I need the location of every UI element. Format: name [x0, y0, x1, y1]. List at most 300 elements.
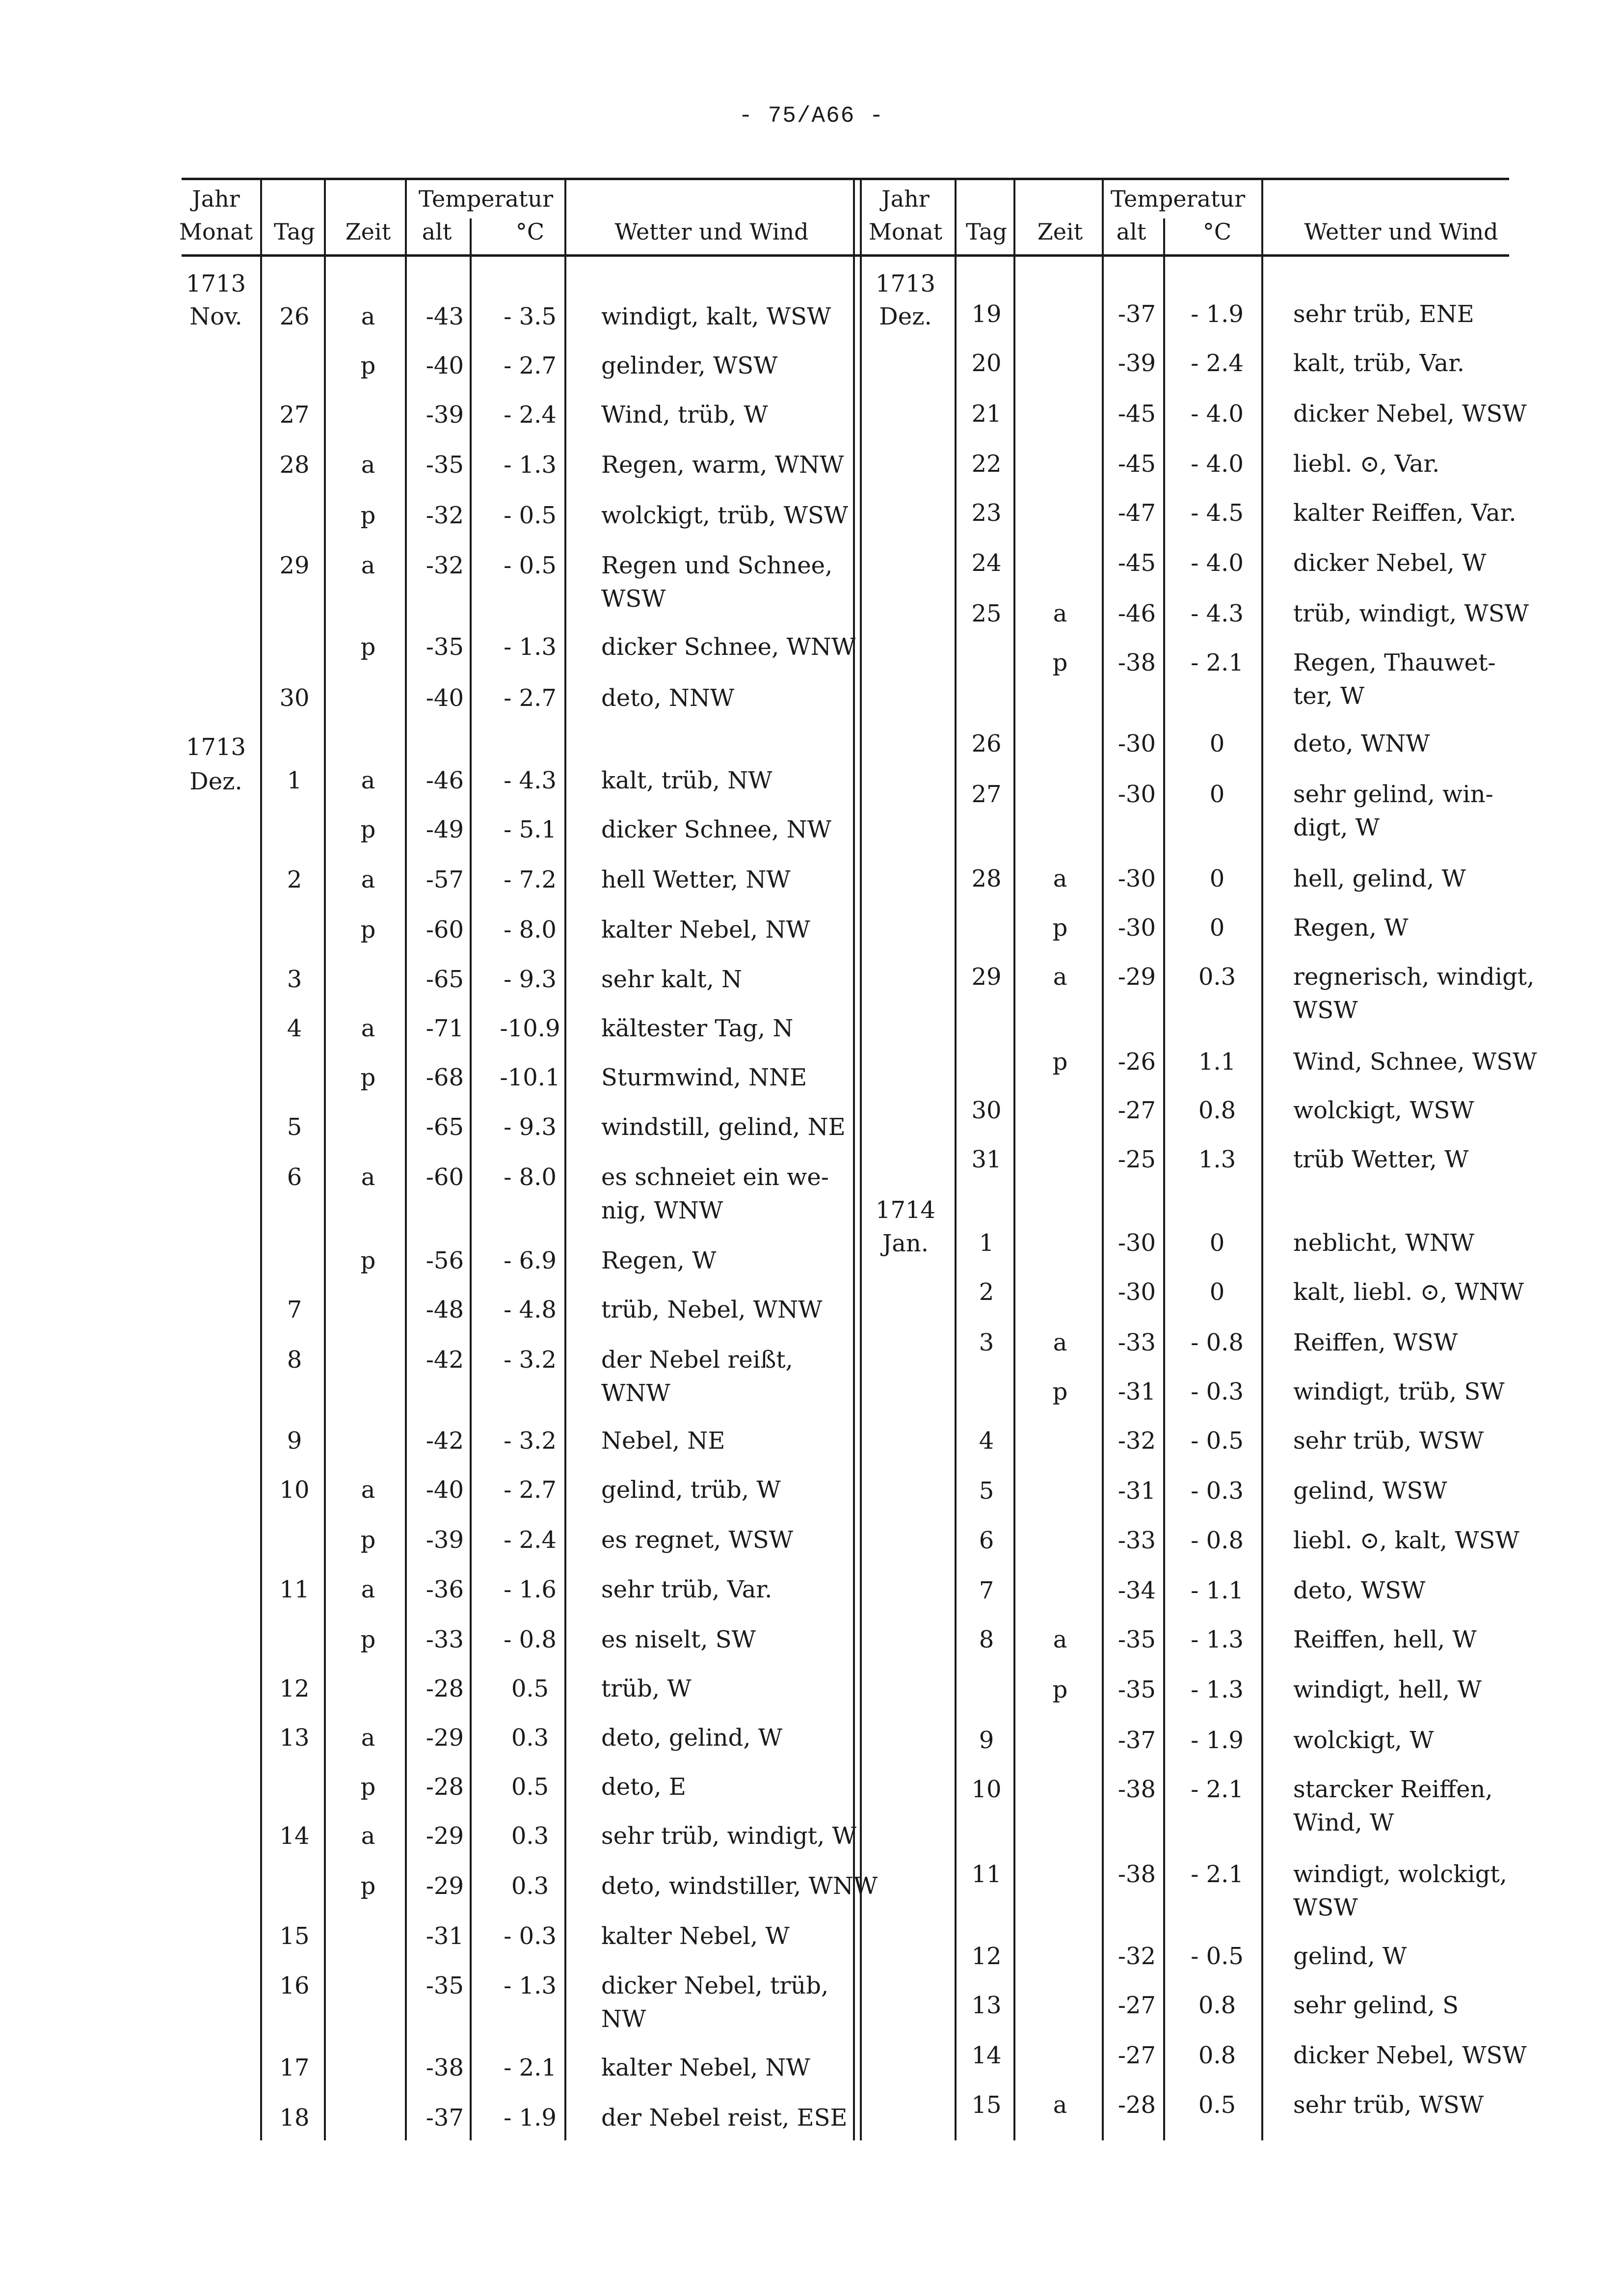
right-cell-celsius: 1.3 — [1198, 1146, 1236, 1173]
left-cell-celsius: - 3.5 — [504, 303, 557, 330]
left-cell-celsius: 0.5 — [511, 1773, 549, 1801]
right-cell-celsius: - 4.0 — [1191, 450, 1244, 478]
left-cell-zeit: a — [361, 1015, 375, 1042]
left-cell-wetter: es schneiet ein we- — [601, 1163, 829, 1191]
left-cell-alt: -60 — [426, 1163, 464, 1191]
right-cell-celsius: - 0.3 — [1191, 1378, 1244, 1405]
right-cell-celsius: 0.3 — [1198, 963, 1236, 991]
left-cell-celsius: - 1.3 — [504, 451, 557, 479]
left-cell-alt: -68 — [426, 1064, 464, 1091]
left-cell-wetter-cont: NW — [601, 2005, 646, 2033]
left-cell-wetter: wolckigt, trüb, WSW — [601, 502, 849, 529]
right-cell-tag: 30 — [971, 1097, 1002, 1124]
left-cell-alt: -36 — [426, 1576, 464, 1603]
left-cell-alt: -42 — [426, 1346, 464, 1374]
right-cell-alt: -33 — [1117, 1329, 1156, 1356]
right-cell-tag: 13 — [971, 1992, 1002, 2019]
left-cell-wetter: dicker Schnee, WNW — [601, 633, 856, 661]
right-cell-tag: 28 — [971, 865, 1002, 892]
left-cell-alt: -28 — [426, 1675, 464, 1702]
right-cell-wetter: starcker Reiffen, — [1293, 1776, 1493, 1803]
right-cell-tag: 24 — [971, 549, 1002, 577]
left-cell-alt: -40 — [426, 352, 464, 379]
left-cell-zeit: p — [360, 916, 376, 944]
right-cell-wetter: Regen, Thauwet- — [1293, 649, 1496, 676]
header-bottom-rule — [182, 254, 1509, 257]
left-cell-alt: -42 — [426, 1427, 464, 1455]
left-cell-alt: -38 — [426, 2054, 464, 2081]
right-cell-alt: -27 — [1117, 2042, 1156, 2069]
left-cell-alt: -35 — [426, 633, 464, 661]
left-cell-celsius: - 7.2 — [504, 866, 557, 893]
right-cell-alt: -29 — [1117, 963, 1156, 991]
right-cell-wetter: Wind, Schnee, WSW — [1293, 1048, 1537, 1076]
right-cell-tag: 11 — [971, 1861, 1002, 1888]
right-cell-tag: 6 — [979, 1527, 994, 1554]
left-header-tag: Tag — [274, 218, 315, 245]
left-cell-alt: -46 — [426, 767, 464, 794]
right-cell-wetter: kalter Reiffen, Var. — [1293, 499, 1517, 527]
right-period-month: Dez. — [879, 303, 932, 330]
left-cell-wetter: kalter Nebel, W — [601, 1922, 790, 1950]
right-cell-tag: 9 — [979, 1727, 994, 1754]
left-cell-wetter: deto, windstiller, WNW — [601, 1872, 878, 1900]
right-cell-alt: -35 — [1117, 1676, 1156, 1703]
left-cell-alt: -39 — [426, 1526, 464, 1554]
right-cell-zeit: p — [1052, 1048, 1068, 1076]
table-top-rule-right — [864, 178, 1509, 180]
left-cell-alt: -71 — [426, 1015, 464, 1042]
right-cell-wetter: dicker Nebel, WSW — [1293, 400, 1527, 428]
right-cell-celsius: 1.1 — [1198, 1048, 1236, 1076]
left-cell-celsius: - 1.3 — [504, 1972, 557, 1999]
left-cell-alt: -35 — [426, 451, 464, 479]
left-cell-alt: -29 — [426, 1822, 464, 1850]
table-top-rule-left — [182, 178, 864, 180]
left-period-year: 1713 — [186, 733, 246, 761]
left-cell-wetter: es regnet, WSW — [601, 1526, 794, 1554]
right-cell-alt: -30 — [1117, 914, 1156, 942]
left-cell-tag: 2 — [287, 866, 302, 893]
left-cell-celsius: - 0.5 — [504, 502, 557, 529]
left-cell-alt: -49 — [426, 816, 464, 843]
left-cell-celsius: 0.3 — [511, 1724, 549, 1752]
left-cell-wetter: kalt, trüb, NW — [601, 767, 772, 794]
right-cell-wetter-cont: WSW — [1293, 997, 1358, 1024]
right-cell-wetter: dicker Nebel, W — [1293, 549, 1487, 577]
right-cell-celsius: - 0.5 — [1191, 1943, 1244, 1970]
left-cell-wetter: sehr kalt, N — [601, 966, 743, 993]
left-cell-alt: -40 — [426, 684, 464, 712]
right-cell-tag: 19 — [971, 300, 1002, 328]
left-cell-alt: -65 — [426, 966, 464, 993]
right-rule-zeit-alt — [1102, 178, 1104, 2140]
right-cell-zeit: a — [1053, 600, 1067, 627]
left-cell-tag: 8 — [287, 1346, 302, 1374]
right-cell-celsius: 0.8 — [1198, 2042, 1236, 2069]
left-cell-wetter: windstill, gelind, NE — [601, 1113, 846, 1141]
left-cell-tag: 30 — [279, 684, 310, 712]
left-cell-wetter: es niselt, SW — [601, 1626, 756, 1653]
left-cell-wetter: hell Wetter, NW — [601, 866, 791, 893]
right-cell-wetter: dicker Nebel, WSW — [1293, 2042, 1527, 2069]
left-cell-zeit: p — [360, 502, 376, 529]
right-cell-alt: -47 — [1117, 499, 1156, 527]
left-cell-tag: 12 — [279, 1675, 310, 1702]
right-cell-tag: 26 — [971, 730, 1002, 757]
right-cell-tag: 20 — [971, 350, 1002, 377]
right-cell-tag: 21 — [971, 400, 1002, 428]
right-cell-zeit: a — [1053, 865, 1067, 892]
left-cell-wetter: deto, NNW — [601, 684, 735, 712]
left-cell-zeit: p — [360, 1872, 376, 1900]
left-cell-wetter: sehr trüb, Var. — [601, 1576, 772, 1603]
right-cell-wetter: Reiffen, hell, W — [1293, 1626, 1477, 1653]
left-cell-zeit: p — [360, 1626, 376, 1653]
right-cell-celsius: - 1.9 — [1191, 300, 1244, 328]
right-cell-wetter: sehr gelind, win- — [1293, 781, 1493, 808]
left-header-celsius: °C — [515, 218, 545, 245]
right-cell-wetter: deto, WNW — [1293, 730, 1430, 757]
left-cell-zeit: p — [360, 1526, 376, 1554]
right-cell-alt: -38 — [1117, 1861, 1156, 1888]
right-cell-celsius: 0 — [1209, 914, 1225, 942]
left-cell-alt: -28 — [426, 1773, 464, 1801]
right-cell-tag: 8 — [979, 1626, 994, 1653]
right-cell-wetter: deto, WSW — [1293, 1577, 1426, 1604]
right-cell-wetter: hell, gelind, W — [1293, 865, 1466, 892]
left-cell-zeit: a — [361, 1576, 375, 1603]
right-cell-alt: -45 — [1117, 400, 1156, 428]
left-cell-celsius: - 2.1 — [504, 2054, 557, 2081]
right-cell-alt: -34 — [1117, 1577, 1156, 1604]
right-cell-alt: -30 — [1117, 1229, 1156, 1257]
left-cell-alt: -65 — [426, 1113, 464, 1141]
right-cell-celsius: 0 — [1209, 865, 1225, 892]
left-cell-celsius: - 3.2 — [504, 1346, 557, 1374]
left-cell-wetter-cont: WNW — [601, 1379, 670, 1407]
left-cell-celsius: -10.9 — [500, 1015, 560, 1042]
left-cell-tag: 27 — [279, 401, 310, 429]
right-cell-wetter: windigt, trüb, SW — [1293, 1378, 1505, 1405]
right-cell-alt: -38 — [1117, 649, 1156, 676]
left-cell-celsius: 0.5 — [511, 1675, 549, 1702]
right-cell-alt: -45 — [1117, 450, 1156, 478]
right-cell-alt: -31 — [1117, 1477, 1156, 1505]
left-cell-tag: 7 — [287, 1296, 302, 1324]
left-rule-jahr-tag — [260, 178, 262, 2140]
left-cell-zeit: a — [361, 767, 375, 794]
left-cell-wetter: Regen und Schnee, — [601, 552, 833, 579]
right-cell-celsius: - 0.8 — [1191, 1527, 1244, 1554]
left-cell-celsius: - 1.9 — [504, 2104, 557, 2132]
right-cell-celsius: - 2.1 — [1191, 649, 1244, 676]
left-cell-wetter: gelind, trüb, W — [601, 1476, 781, 1504]
right-cell-celsius: - 4.0 — [1191, 549, 1244, 577]
right-cell-alt: -38 — [1117, 1776, 1156, 1803]
right-cell-wetter: sehr trüb, ENE — [1293, 300, 1474, 328]
left-cell-zeit: a — [361, 303, 375, 330]
right-cell-celsius: - 1.3 — [1191, 1626, 1244, 1653]
left-cell-zeit: p — [360, 816, 376, 843]
right-cell-celsius: 0.8 — [1198, 1097, 1236, 1124]
left-rule-tag-zeit — [324, 178, 326, 2140]
right-cell-wetter: sehr gelind, S — [1293, 1992, 1459, 2019]
left-cell-wetter: kalter Nebel, NW — [601, 2054, 810, 2081]
right-cell-tag: 23 — [971, 499, 1002, 527]
right-cell-wetter: gelind, W — [1293, 1943, 1407, 1970]
right-cell-tag: 4 — [979, 1427, 994, 1455]
right-cell-celsius: - 0.5 — [1191, 1427, 1244, 1455]
left-cell-tag: 14 — [279, 1822, 310, 1850]
left-cell-wetter: sehr trüb, windigt, W — [601, 1822, 856, 1850]
left-cell-zeit: p — [360, 1773, 376, 1801]
left-cell-celsius: - 8.0 — [504, 916, 557, 944]
right-header-monat: Monat — [868, 218, 943, 245]
right-cell-alt: -35 — [1117, 1626, 1156, 1653]
left-cell-celsius: -10.1 — [500, 1064, 560, 1091]
left-cell-zeit: p — [360, 352, 376, 379]
left-cell-wetter-cont: WSW — [601, 585, 666, 613]
left-cell-tag: 3 — [287, 966, 302, 993]
right-rule-tag-zeit — [1013, 178, 1015, 2140]
left-period-month: Nov. — [189, 303, 242, 330]
right-cell-alt: -30 — [1117, 781, 1156, 808]
left-header-zeit: Zeit — [345, 218, 391, 245]
left-cell-tag: 5 — [287, 1113, 302, 1141]
right-header-zeit: Zeit — [1037, 218, 1083, 245]
right-cell-alt: -37 — [1117, 300, 1156, 328]
right-cell-zeit: p — [1052, 914, 1068, 942]
left-cell-wetter: deto, gelind, W — [601, 1724, 783, 1752]
right-cell-celsius: - 4.0 — [1191, 400, 1244, 428]
right-cell-tag: 7 — [979, 1577, 994, 1604]
right-cell-tag: 10 — [971, 1776, 1002, 1803]
right-cell-wetter: wolckigt, W — [1293, 1727, 1434, 1754]
right-cell-celsius: 0 — [1209, 1278, 1225, 1306]
left-cell-zeit: p — [360, 1064, 376, 1091]
left-cell-celsius: - 4.8 — [504, 1296, 557, 1324]
left-cell-celsius: - 2.7 — [504, 684, 557, 712]
right-cell-celsius: - 0.3 — [1191, 1477, 1244, 1505]
left-cell-wetter: kalter Nebel, NW — [601, 916, 810, 944]
right-cell-alt: -37 — [1117, 1727, 1156, 1754]
page-number: - 75/A66 - — [739, 103, 884, 129]
left-cell-zeit: a — [361, 552, 375, 579]
right-cell-celsius: - 2.1 — [1191, 1776, 1244, 1803]
left-cell-tag: 13 — [279, 1724, 310, 1752]
left-cell-celsius: - 0.3 — [504, 1922, 557, 1950]
left-cell-tag: 9 — [287, 1427, 302, 1455]
right-cell-zeit: p — [1052, 1676, 1068, 1703]
left-rule-temp-wetter — [564, 178, 566, 2140]
right-rule-alt-celsius — [1163, 218, 1165, 2140]
left-cell-celsius: - 8.0 — [504, 1163, 557, 1191]
center-double-rule-b — [860, 178, 862, 2140]
left-cell-celsius: - 4.3 — [504, 767, 557, 794]
right-header-wetter: Wetter und Wind — [1304, 218, 1498, 245]
left-cell-wetter: windigt, kalt, WSW — [601, 303, 831, 330]
left-period-year: 1713 — [186, 270, 246, 297]
left-cell-celsius: - 2.7 — [504, 1476, 557, 1504]
right-cell-zeit: a — [1053, 963, 1067, 991]
left-cell-wetter: Regen, W — [601, 1247, 717, 1274]
left-cell-wetter: trüb, W — [601, 1675, 692, 1702]
right-cell-tag: 27 — [971, 781, 1002, 808]
right-cell-tag: 2 — [979, 1278, 994, 1306]
left-cell-zeit: a — [361, 1163, 375, 1191]
left-cell-celsius: - 0.5 — [504, 552, 557, 579]
right-cell-celsius: - 0.8 — [1191, 1329, 1244, 1356]
left-cell-wetter: Regen, warm, WNW — [601, 451, 844, 479]
right-cell-wetter: gelind, WSW — [1293, 1477, 1447, 1505]
right-period-year: 1713 — [875, 270, 936, 297]
left-cell-celsius: - 6.9 — [504, 1247, 557, 1274]
left-cell-zeit: p — [360, 633, 376, 661]
right-cell-alt: -39 — [1117, 350, 1156, 377]
right-cell-wetter: kalt, trüb, Var. — [1293, 350, 1465, 377]
left-cell-zeit: a — [361, 1476, 375, 1504]
left-cell-celsius: - 2.4 — [504, 401, 557, 429]
right-header-alt: alt — [1116, 218, 1146, 245]
right-cell-alt: -26 — [1117, 1048, 1156, 1076]
right-header-tag: Tag — [966, 218, 1007, 245]
right-cell-wetter: sehr trüb, WSW — [1293, 1427, 1484, 1455]
left-cell-wetter: Wind, trüb, W — [601, 401, 768, 429]
right-header-celsius: °C — [1202, 218, 1232, 245]
right-cell-tag: 1 — [979, 1229, 994, 1257]
left-cell-wetter: der Nebel reist, ESE — [601, 2104, 848, 2132]
left-cell-celsius: - 2.7 — [504, 352, 557, 379]
left-cell-celsius: - 0.8 — [504, 1626, 557, 1653]
right-cell-wetter: kalt, liebl. ⊙, WNW — [1293, 1278, 1524, 1306]
right-cell-alt: -30 — [1117, 730, 1156, 757]
right-rule-jahr-tag — [955, 178, 957, 2140]
right-cell-wetter: liebl. ⊙, kalt, WSW — [1293, 1527, 1519, 1554]
right-cell-wetter: trüb, windigt, WSW — [1293, 600, 1529, 627]
left-cell-alt: -48 — [426, 1296, 464, 1324]
right-cell-zeit: a — [1053, 2091, 1067, 2119]
left-cell-celsius: - 3.2 — [504, 1427, 557, 1455]
left-cell-celsius: - 9.3 — [504, 966, 557, 993]
right-cell-tag: 14 — [971, 2042, 1002, 2069]
right-cell-tag: 31 — [971, 1146, 1002, 1173]
left-period-month: Dez. — [189, 768, 242, 795]
left-cell-tag: 29 — [279, 552, 310, 579]
left-cell-tag: 1 — [287, 767, 302, 794]
left-cell-wetter: deto, E — [601, 1773, 686, 1801]
right-cell-alt: -30 — [1117, 1278, 1156, 1306]
right-cell-wetter: wolckigt, WSW — [1293, 1097, 1474, 1124]
right-cell-alt: -27 — [1117, 1097, 1156, 1124]
right-cell-zeit: a — [1053, 1329, 1067, 1356]
right-cell-wetter-cont: digt, W — [1293, 814, 1380, 841]
left-header-wetter: Wetter und Wind — [614, 218, 809, 245]
right-cell-wetter-cont: WSW — [1293, 1894, 1358, 1921]
right-period-month: Jan. — [882, 1230, 929, 1257]
left-cell-wetter: der Nebel reißt, — [601, 1346, 793, 1374]
left-cell-tag: 11 — [279, 1576, 310, 1603]
left-cell-alt: -39 — [426, 401, 464, 429]
right-cell-celsius: 0 — [1209, 730, 1225, 757]
left-cell-alt: -43 — [426, 303, 464, 330]
left-cell-zeit: a — [361, 1822, 375, 1850]
right-cell-celsius: - 1.1 — [1191, 1577, 1244, 1604]
right-cell-alt: -31 — [1117, 1378, 1156, 1405]
right-cell-alt: -30 — [1117, 865, 1156, 892]
right-cell-celsius: 0.5 — [1198, 2091, 1236, 2119]
left-cell-tag: 6 — [287, 1163, 302, 1191]
right-cell-wetter: windigt, wolckigt, — [1293, 1861, 1507, 1888]
right-cell-tag: 22 — [971, 450, 1002, 478]
right-cell-wetter: windigt, hell, W — [1293, 1676, 1482, 1703]
left-cell-alt: -32 — [426, 502, 464, 529]
right-cell-celsius: - 1.9 — [1191, 1727, 1244, 1754]
right-cell-alt: -33 — [1117, 1527, 1156, 1554]
left-cell-zeit: a — [361, 1724, 375, 1752]
left-cell-tag: 15 — [279, 1922, 310, 1950]
right-cell-celsius: - 2.1 — [1191, 1861, 1244, 1888]
left-cell-alt: -33 — [426, 1626, 464, 1653]
right-cell-alt: -32 — [1117, 1427, 1156, 1455]
left-header-jahr: Jahr — [192, 186, 240, 212]
left-cell-wetter: dicker Nebel, trüb, — [601, 1972, 829, 1999]
left-cell-alt: -40 — [426, 1476, 464, 1504]
right-cell-tag: 29 — [971, 963, 1002, 991]
left-cell-tag: 26 — [279, 303, 310, 330]
right-header-temperatur: Temperatur — [1110, 186, 1246, 212]
right-cell-alt: -28 — [1117, 2091, 1156, 2119]
left-cell-tag: 16 — [279, 1972, 310, 1999]
right-cell-celsius: - 1.3 — [1191, 1676, 1244, 1703]
left-cell-alt: -31 — [426, 1922, 464, 1950]
right-cell-zeit: p — [1052, 1378, 1068, 1405]
right-cell-zeit: p — [1052, 649, 1068, 676]
left-header-alt: alt — [422, 218, 452, 245]
right-cell-alt: -45 — [1117, 549, 1156, 577]
left-cell-alt: -29 — [426, 1872, 464, 1900]
left-cell-wetter-cont: nig, WNW — [601, 1197, 723, 1224]
right-cell-tag: 12 — [971, 1943, 1002, 1970]
left-cell-celsius: - 2.4 — [504, 1526, 557, 1554]
left-rule-zeit-alt — [405, 178, 407, 2140]
left-header-monat: Monat — [179, 218, 253, 245]
right-cell-tag: 5 — [979, 1477, 994, 1505]
left-cell-tag: 28 — [279, 451, 310, 479]
right-cell-zeit: a — [1053, 1626, 1067, 1653]
right-cell-celsius: 0.8 — [1198, 1992, 1236, 2019]
right-header-jahr: Jahr — [881, 186, 930, 212]
left-cell-celsius: - 9.3 — [504, 1113, 557, 1141]
right-cell-wetter: neblicht, WNW — [1293, 1229, 1475, 1257]
left-cell-alt: -57 — [426, 866, 464, 893]
left-cell-zeit: a — [361, 866, 375, 893]
left-cell-wetter: Sturmwind, NNE — [601, 1064, 807, 1091]
right-cell-celsius: - 2.4 — [1191, 350, 1244, 377]
left-cell-tag: 10 — [279, 1476, 310, 1504]
right-cell-wetter: trüb Wetter, W — [1293, 1146, 1469, 1173]
right-cell-tag: 15 — [971, 2091, 1002, 2119]
left-cell-celsius: 0.3 — [511, 1872, 549, 1900]
right-cell-alt: -25 — [1117, 1146, 1156, 1173]
right-rule-temp-wetter — [1261, 178, 1263, 2140]
left-cell-alt: -37 — [426, 2104, 464, 2132]
right-cell-wetter-cont: ter, W — [1293, 682, 1365, 710]
left-cell-alt: -32 — [426, 552, 464, 579]
left-cell-wetter: kältester Tag, N — [601, 1015, 794, 1042]
left-cell-alt: -35 — [426, 1972, 464, 1999]
left-cell-tag: 18 — [279, 2104, 310, 2132]
